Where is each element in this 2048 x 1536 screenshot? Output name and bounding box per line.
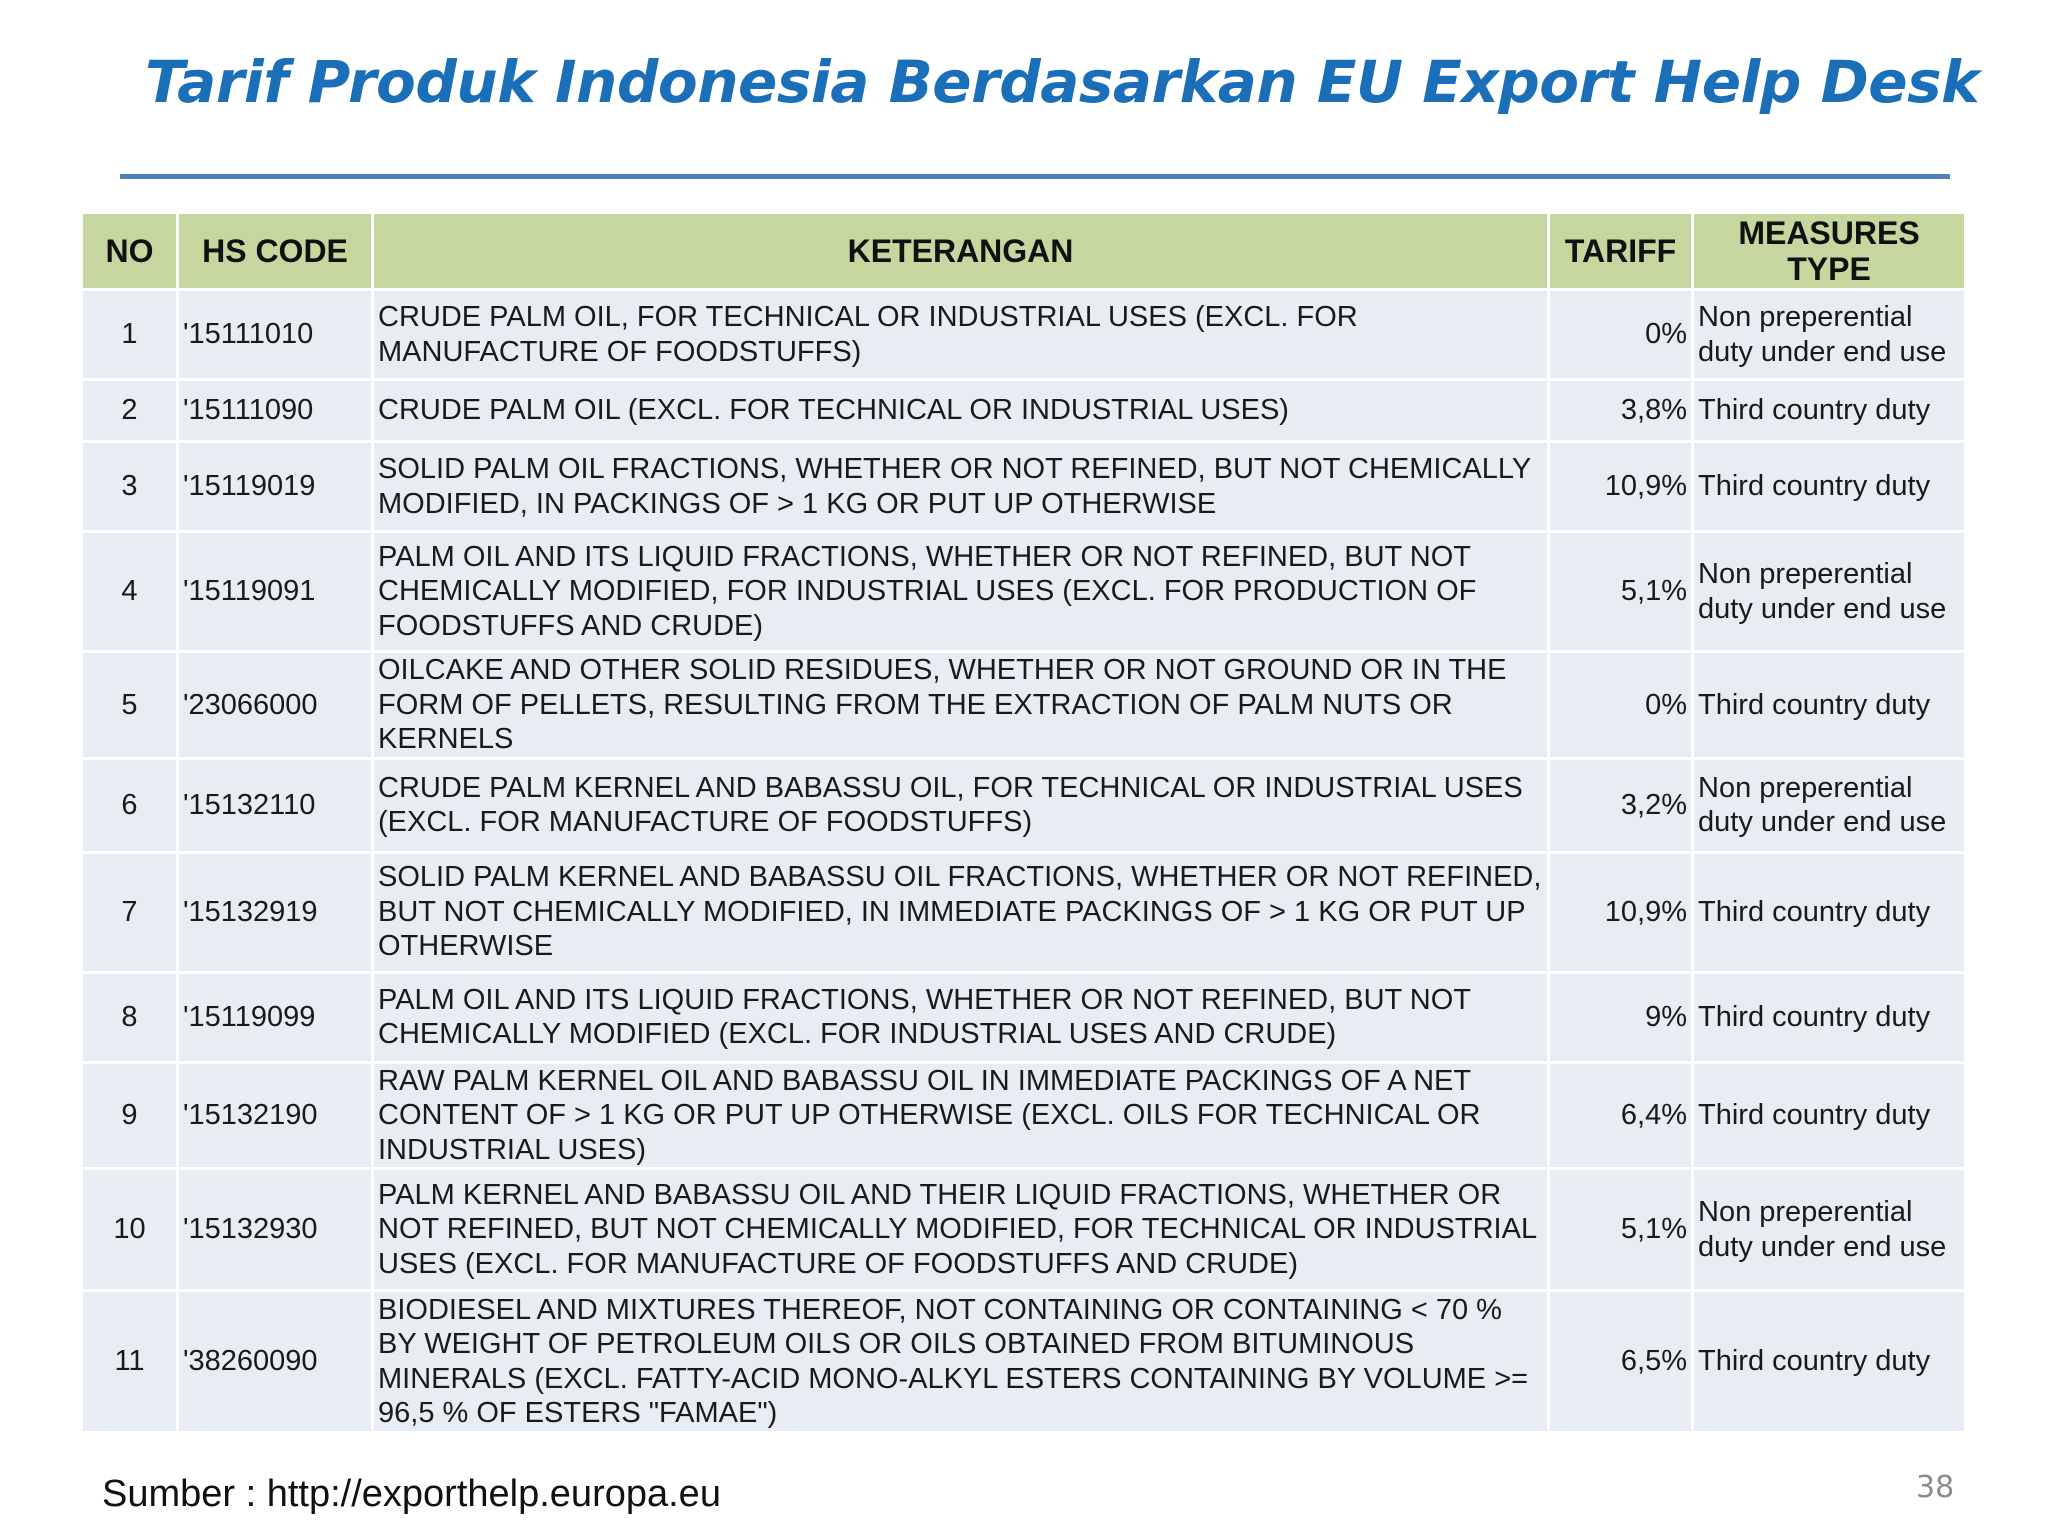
cell-hs-code: '23066000 bbox=[178, 652, 373, 759]
cell-no: 3 bbox=[82, 442, 178, 532]
cell-keterangan: PALM KERNEL AND BABASSU OIL AND THEIR LIQUID FRACTIONS, WHETHER OR NOT REFINED, BUT NOT CHEMICALLY MODIFIED, FOR TECHNICAL OR INDUSTRIAL USES (EXCL. FOR MANUFACTURE OF FOODSTUFFS AND CRUDE) bbox=[373, 1169, 1549, 1291]
cell-keterangan: PALM OIL AND ITS LIQUID FRACTIONS, WHETHER OR NOT REFINED, BUT NOT CHEMICALLY MODIFIED (EXCL. FOR INDUSTRIAL USES AND CRUDE) bbox=[373, 972, 1549, 1062]
table-row bbox=[82, 532, 1966, 652]
cell-hs-code: '15111010 bbox=[178, 290, 373, 380]
cell-measures-type: Non preperential duty under end use bbox=[1693, 532, 1966, 652]
table-row bbox=[82, 758, 1966, 852]
cell-hs-code: '15111090 bbox=[178, 380, 373, 442]
cell-keterangan: SOLID PALM KERNEL AND BABASSU OIL FRACTIONS, WHETHER OR NOT REFINED, BUT NOT CHEMICALLY MODIFIED, IN IMMEDIATE PACKINGS OF > 1 KG OR PUT UP OTHERWISE bbox=[373, 852, 1549, 972]
cell-measures-type: Non preperential duty under end use bbox=[1693, 758, 1966, 852]
cell-keterangan: PALM OIL AND ITS LIQUID FRACTIONS, WHETHER OR NOT REFINED, BUT NOT CHEMICALLY MODIFIED, FOR INDUSTRIAL USES (EXCL. FOR PRODUCTION OF FOODSTUFFS AND CRUDE) bbox=[373, 532, 1549, 652]
table-row bbox=[82, 1169, 1966, 1291]
cell-no: 6 bbox=[82, 758, 178, 852]
cell-no: 1 bbox=[82, 290, 178, 380]
cell-keterangan: RAW PALM KERNEL OIL AND BABASSU OIL IN IMMEDIATE PACKINGS OF A NET CONTENT OF > 1 KG OR PUT UP OTHERWISE (EXCL. OILS FOR TECHNICAL OR INDUSTRIAL USES) bbox=[373, 1062, 1549, 1169]
cell-tariff: 3,2% bbox=[1549, 758, 1693, 852]
cell-hs-code: '38260090 bbox=[178, 1291, 373, 1433]
cell-no: 11 bbox=[82, 1291, 178, 1433]
table-row bbox=[82, 1291, 1966, 1433]
cell-no: 7 bbox=[82, 852, 178, 972]
cell-hs-code: '15119019 bbox=[178, 442, 373, 532]
header-no: NO bbox=[82, 213, 178, 290]
cell-keterangan: BIODIESEL AND MIXTURES THEREOF, NOT CONTAINING OR CONTAINING < 70 % BY WEIGHT OF PETROLEUM OILS OR OILS OBTAINED FROM BITUMINOUS MINERALS (EXCL. FATTY-ACID MONO-ALKYL ESTERS CONTAINING BY VOLUME >= 96,5 % OF ESTERS "FAMAE") bbox=[373, 1291, 1549, 1433]
cell-measures-type: Third country duty bbox=[1693, 972, 1966, 1062]
table-row bbox=[82, 380, 1966, 442]
cell-tariff: 5,1% bbox=[1549, 532, 1693, 652]
cell-tariff: 0% bbox=[1549, 652, 1693, 759]
cell-measures-type: Non preperential duty under end use bbox=[1693, 1169, 1966, 1291]
header-tariff: TARIFF bbox=[1549, 213, 1693, 290]
cell-tariff: 3,8% bbox=[1549, 380, 1693, 442]
cell-measures-type: Third country duty bbox=[1693, 1062, 1966, 1169]
cell-keterangan: CRUDE PALM KERNEL AND BABASSU OIL, FOR TECHNICAL OR INDUSTRIAL USES (EXCL. FOR MANUFACTURE OF FOODSTUFFS) bbox=[373, 758, 1549, 852]
table-row bbox=[82, 290, 1966, 380]
cell-keterangan: CRUDE PALM OIL (EXCL. FOR TECHNICAL OR INDUSTRIAL USES) bbox=[373, 380, 1549, 442]
cell-hs-code: '15132919 bbox=[178, 852, 373, 972]
cell-tariff: 9% bbox=[1549, 972, 1693, 1062]
header-measures-type: MEASURES TYPE bbox=[1693, 213, 1966, 290]
cell-keterangan: CRUDE PALM OIL, FOR TECHNICAL OR INDUSTRIAL USES (EXCL. FOR MANUFACTURE OF FOODSTUFFS) bbox=[373, 290, 1549, 380]
cell-measures-type: Third country duty bbox=[1693, 442, 1966, 532]
title-divider bbox=[120, 174, 1950, 179]
table-header-row bbox=[82, 213, 1966, 290]
tariff-table bbox=[80, 211, 1967, 1434]
cell-measures-type: Third country duty bbox=[1693, 380, 1966, 442]
cell-tariff: 6,5% bbox=[1549, 1291, 1693, 1433]
cell-hs-code: '15119091 bbox=[178, 532, 373, 652]
header-keterangan: KETERANGAN bbox=[373, 213, 1549, 290]
table-row bbox=[82, 442, 1966, 532]
cell-tariff: 6,4% bbox=[1549, 1062, 1693, 1169]
cell-no: 4 bbox=[82, 532, 178, 652]
cell-no: 2 bbox=[82, 380, 178, 442]
table-row bbox=[82, 852, 1966, 972]
cell-no: 8 bbox=[82, 972, 178, 1062]
cell-tariff: 5,1% bbox=[1549, 1169, 1693, 1291]
page-title: Tarif Produk Indonesia Berdasarkan EU Export Help Desk bbox=[145, 48, 1980, 116]
cell-no: 10 bbox=[82, 1169, 178, 1291]
header-hs-code: HS CODE bbox=[178, 213, 373, 290]
table-row bbox=[82, 652, 1966, 759]
cell-tariff: 10,9% bbox=[1549, 442, 1693, 532]
cell-no: 9 bbox=[82, 1062, 178, 1169]
cell-hs-code: '15132930 bbox=[178, 1169, 373, 1291]
source-citation: Sumber : http://exporthelp.europa.eu bbox=[102, 1473, 721, 1515]
cell-tariff: 0% bbox=[1549, 290, 1693, 380]
cell-hs-code: '15132110 bbox=[178, 758, 373, 852]
page-number: 38 bbox=[1916, 1470, 1955, 1505]
table-row bbox=[82, 972, 1966, 1062]
cell-hs-code: '15132190 bbox=[178, 1062, 373, 1169]
cell-keterangan: OILCAKE AND OTHER SOLID RESIDUES, WHETHER OR NOT GROUND OR IN THE FORM OF PELLETS, RESULTING FROM THE EXTRACTION OF PALM NUTS OR KERNELS bbox=[373, 652, 1549, 759]
cell-no: 5 bbox=[82, 652, 178, 759]
cell-keterangan: SOLID PALM OIL FRACTIONS, WHETHER OR NOT REFINED, BUT NOT CHEMICALLY MODIFIED, IN PACKINGS OF > 1 KG OR PUT UP OTHERWISE bbox=[373, 442, 1549, 532]
cell-measures-type: Third country duty bbox=[1693, 1291, 1966, 1433]
cell-tariff: 10,9% bbox=[1549, 852, 1693, 972]
cell-measures-type: Third country duty bbox=[1693, 652, 1966, 759]
cell-measures-type: Third country duty bbox=[1693, 852, 1966, 972]
table-row bbox=[82, 1062, 1966, 1169]
cell-measures-type: Non preperential duty under end use bbox=[1693, 290, 1966, 380]
cell-hs-code: '15119099 bbox=[178, 972, 373, 1062]
